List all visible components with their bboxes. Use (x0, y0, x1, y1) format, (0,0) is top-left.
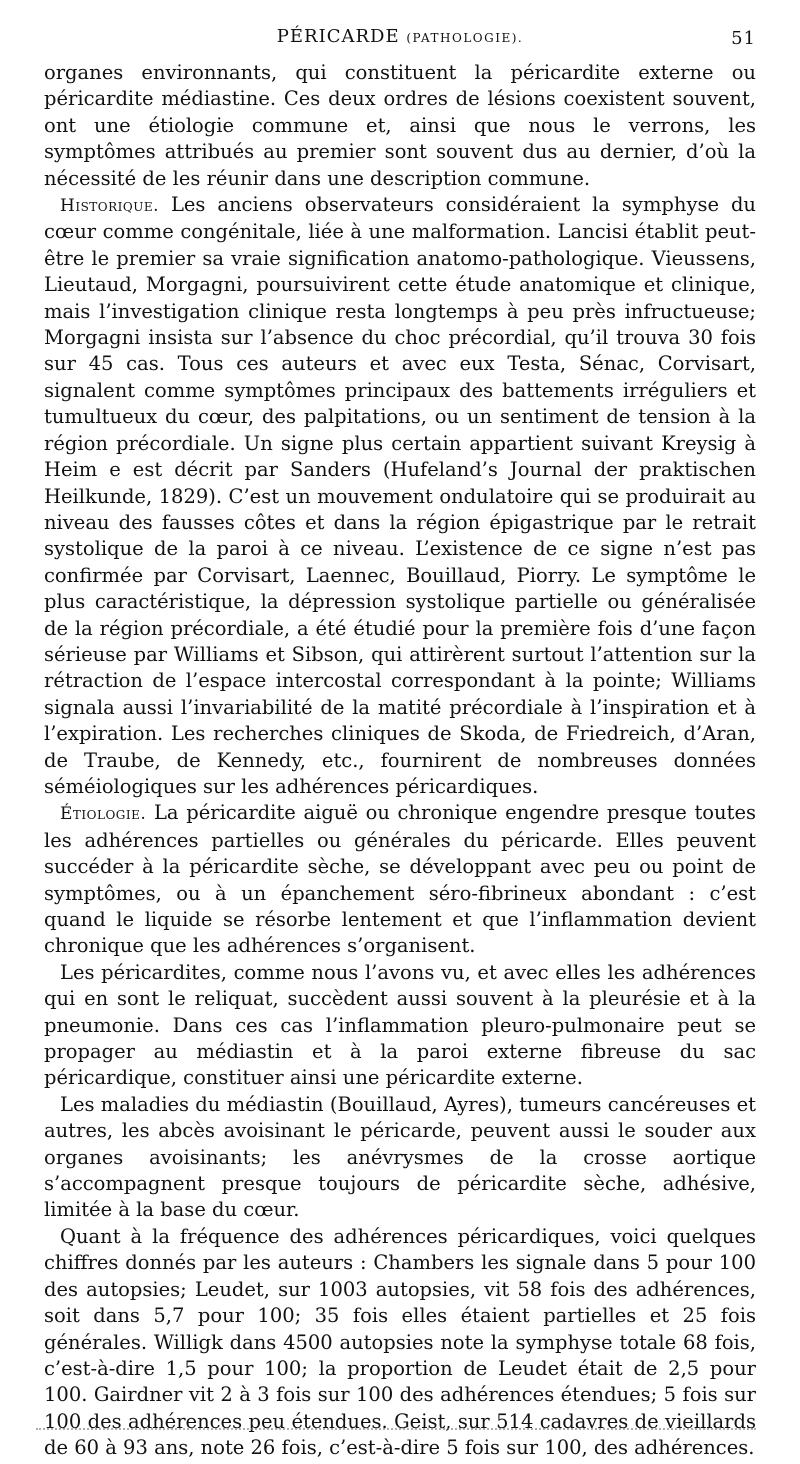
running-title-main: PÉRICARDE (276, 26, 400, 47)
paragraph-frequence: Quant à la fréquence des adhérences péricardiques, voici quelques chiffres donnés par les auteurs : Chambers les signale dans 5 pour 100 des autopsies; Leudet, sur 1003 autopsies, vit 58 fois des adhérences, soit dans 5,7 pour 100; 35 fois elles étaient partielles et 25 fois générales. Willigk dans 4500 autopsies note la symphyse totale 68 fois, c’est-à-dire 1,5 pour 100; la proportion de Leudet était de 2,5 pour 100. Gairdner vit 2 à 3 fois sur 100 des adhérences étendues; 5 fois sur 100 des adhérences peu étendues. Geist, sur 514 cadavres de vieillards de 60 à 93 ans, note 26 fois, c’est-à-dire 5 fois sur 100, des adhérences. (44, 1224, 756, 1460)
page-number: 51 (731, 28, 756, 49)
footer-dotted-rule (36, 1428, 756, 1430)
paragraph-continuation: organes environnants, qui constituent la péricardite externe ou péricardite médiastine. Ces deux ordres de lésions coexistent souvent, ont une étiologie commune et, ainsi que nous le verrons, les symptômes attribués au premier sont souvent dus au dernier, d’où la nécessité de les réunir dans une description commune. (44, 61, 756, 190)
paragraph-historique (44, 192, 756, 800)
paragraph-mediastin: Les maladies du médiastin (Bouillaud, Ayres), tumeurs cancéreuses et autres, les abcès avoisinant le péricarde, peuvent aussi le souder aux organes avoisinants; les anévrysmes de la crosse aortique s’accompagnent presque toujours de péricardite sèche, adhésive, limitée à la base du cœur. (44, 1092, 756, 1222)
body-text (44, 60, 756, 1462)
paragraph-etiologie-text: La péricardite aiguë ou chronique engendre presque toutes les adhérences partielles ou générales du péricarde. Elles peuvent succéder à la péricardite sèche, se développant avec peu ou point de symptômes, ou à un épanchement séro-fibrineux abondant : c’est quand le liquide se résorbe lentement et que l’inflammation devient chronique que les adhérences s’organisent. (44, 801, 756, 958)
running-head (44, 26, 756, 52)
section-heading-etiologie: Étiologie. (60, 804, 147, 825)
paragraph-etiologie (44, 800, 756, 959)
paragraph-pericardites: Les péricardites, comme nous l’avons vu, et avec elles les adhérences qui en sont le reliquat, succèdent aussi souvent à la pleurésie et à la pneumonie. Dans ces cas l’inflammation pleuro-pulmonaire peut se propager au médiastin et à la paroi externe fibreuse du sac péricardique, constituer ainsi une péricardite externe. (44, 960, 756, 1090)
section-heading-historique: Historique. (60, 196, 160, 217)
paragraph-historique-text: Les anciens observateurs considéraient la symphyse du cœur comme congénitale, liée à une malformation. Lancisi établit peut-être le premier sa vraie signification anatomo-pathologique. Vieussens, Lieutaud, Morgagni, poursuivirent cette étude anatomique et clinique, mais l’investigation clinique resta longtemps à peu près infructueuse; Morgagni insista sur l’absence du choc précordial, qu’il trouva 30 fois sur 45 cas. Tous ces auteurs et avec eux Testa, Sénac, Corvisart, signalent comme symptômes principaux des battements irréguliers et tumultueux du cœur, des palpitations, ou un sentiment de tension à la région précordiale. Un signe plus certain appartient suivant Kreysig à Heim e est décrit par Sanders (Hufeland’s Journal der praktischen Heilkunde, 1829). C’est un mouvement ondulatoire qui se produirait au niveau des fausses côtes et dans la région épigastrique par le retrait systolique de la paroi à ce niveau. L’existence de ce signe n’est pas confirmée par Corvisart, Laennec, Bouillaud, Piorry. Le symptôme le plus caractéristique, la dépression systolique partielle ou généralisée de la région précordiale, a été étudié pour la première fois d’une façon sérieuse par Williams et Sibson, qui attirèrent surtout l’attention sur la rétraction de l’espace intercostal correspondant à la pointe; Williams signala aussi l’invariabilité de la matité précordiale à l’inspiration et à l’expiration. Les recherches cliniques de Skoda, de Friedreich, d’Aran, de Traube, de Kennedy, etc., fournirent de nombreuses données séméiologiques sur les adhérences péricardiques. (44, 193, 756, 798)
running-title-sub: (PATHOLOGIE). (406, 31, 524, 45)
running-title (44, 26, 756, 47)
